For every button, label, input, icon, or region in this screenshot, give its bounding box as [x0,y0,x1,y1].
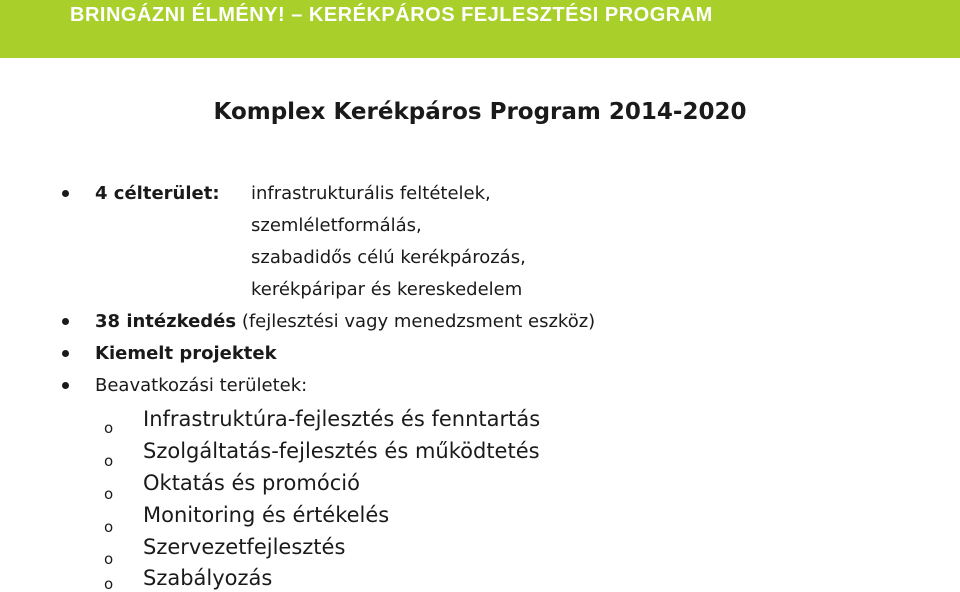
area-item: Oktatás és promóció [143,471,360,495]
areas-label: Beavatkozási területek: [95,375,308,396]
area-item: Szabályozás [143,566,273,590]
bullet-dot [62,382,69,389]
header-banner-text: BRINGÁZNI ÉLMÉNY! – KERÉKPÁROS FEJLESZTÉSI PROGRAM [70,4,713,26]
area-item: Szervezetfejlesztés [143,535,346,559]
area-item: Szolgáltatás-fejlesztés és működtetés [143,439,540,463]
bullet-dot [62,350,69,357]
bullet-dot [62,190,69,197]
measures-line [95,310,595,334]
target-item: szabadidős célú kerékpározás, [251,247,526,268]
page-title: Komplex Kerékpáros Program 2014-2020 [213,99,747,125]
target-item: infrastrukturális feltételek, [251,183,491,204]
sub-bullet-marker: o [104,452,114,470]
key-projects: Kiemelt projektek [95,343,277,364]
sub-bullet-marker: o [104,419,114,437]
targets-label: 4 célterület: [95,183,220,204]
sub-bullet-marker: o [104,550,114,568]
target-item: szemléletformálás, [251,215,422,236]
sub-bullet-marker: o [104,485,114,503]
measures-count: 38 intézkedés [95,311,237,332]
measures-description: (fejlesztési vagy menedzsment eszköz) [236,311,596,332]
area-item: Infrastruktúra-fejlesztés és fenntartás [143,407,541,431]
area-item: Monitoring és értékelés [143,503,390,527]
sub-bullet-marker: o [104,575,114,592]
target-item: kerékpáripar és kereskedelem [251,279,523,300]
sub-bullet-marker: o [104,518,114,536]
header-banner [0,0,960,58]
bullet-dot [62,318,69,325]
